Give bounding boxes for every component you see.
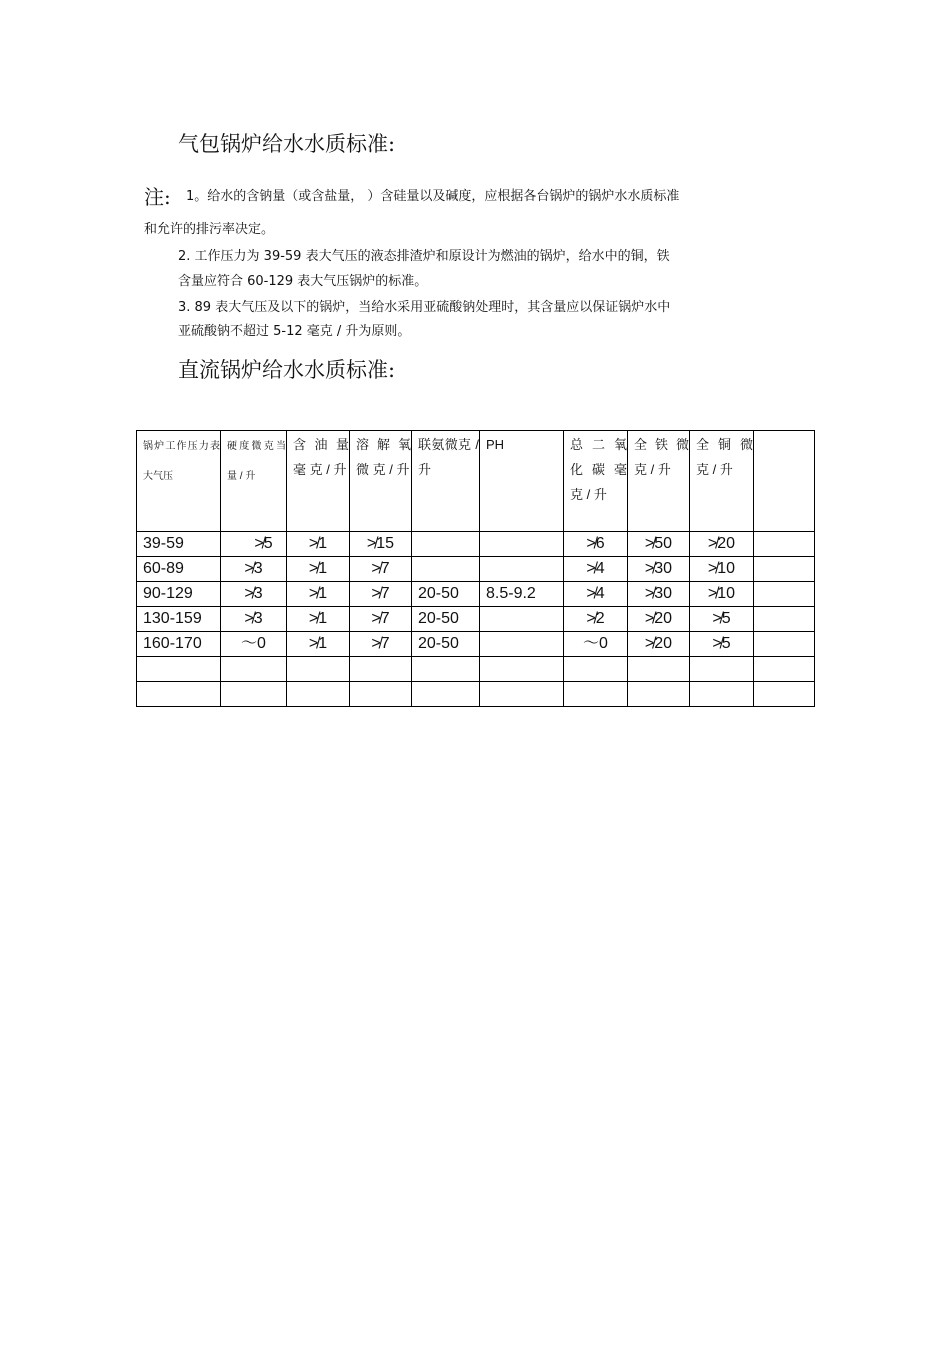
table-cell: ≯4 (564, 557, 628, 582)
table-cell (754, 682, 815, 707)
header-cell-blank (754, 431, 815, 532)
table-cell: 160-170 (137, 632, 221, 657)
table-cell: ≯7 (350, 582, 412, 607)
table-cell: ≯3 (221, 582, 287, 607)
table-cell: ≯10 (690, 557, 754, 582)
table-cell: ≯15 (350, 532, 412, 557)
table-row-empty (137, 657, 815, 682)
water-quality-table (136, 430, 815, 707)
table-cell (564, 682, 628, 707)
table-cell: 90-129 (137, 582, 221, 607)
table-cell (628, 657, 690, 682)
table-cell (754, 532, 815, 557)
table-cell: 130-159 (137, 607, 221, 632)
table-row-empty (137, 682, 815, 707)
header-cell-pressure: 锅炉工作压力表大气压 (137, 431, 221, 532)
table-cell (287, 657, 350, 682)
note-3-line-2: 亚硫酸钠不超过 5-12 毫克 / 升为原则。 (178, 324, 411, 339)
heading-drum-boiler: 气包锅炉给水水质标准: (178, 132, 396, 156)
note-1-line-2: 和允许的排污率决定。 (144, 222, 275, 237)
table-cell: ≯7 (350, 557, 412, 582)
table-cell: ≯30 (628, 557, 690, 582)
table-cell (480, 557, 564, 582)
table-cell: ≯1 (287, 532, 350, 557)
table-cell: ≯20 (628, 632, 690, 657)
header-cell-iron: 全 铁 微克 / 升 (628, 431, 690, 532)
table-cell (480, 682, 564, 707)
table-cell (287, 682, 350, 707)
table-cell (221, 682, 287, 707)
table-cell: 8.5-9.2 (480, 582, 564, 607)
table-cell (690, 657, 754, 682)
note-1-line-1: 1。给水的含钠量（或含盐量， ）含硅量以及碱度，应根据各台锅炉的锅炉水水质标准 (186, 189, 680, 204)
table-cell: 20-50 (412, 632, 480, 657)
header-cell-co2: 总 二 氧 化 碳 毫 克 / 升 (564, 431, 628, 532)
table-cell: 39-59 (137, 532, 221, 557)
note-2-line-2: 含量应符合 60-129 表大气压锅炉的标准。 (178, 274, 428, 289)
note-label: 注: (144, 185, 171, 209)
header-cell-copper: 全 铜 微克 / 升 (690, 431, 754, 532)
table-cell (754, 557, 815, 582)
table-cell (754, 607, 815, 632)
table-cell: ≯1 (287, 632, 350, 657)
table-cell: ≯5 (221, 532, 287, 557)
table-cell: ～0 (564, 632, 628, 657)
table-cell (412, 557, 480, 582)
table-cell (137, 682, 221, 707)
header-cell-hardness: 硬度微克当量 / 升 (221, 431, 287, 532)
table-cell: ≯5 (690, 632, 754, 657)
header-cell-hydrazine: 联氨微克 / 升 (412, 431, 480, 532)
table-cell: ≯10 (690, 582, 754, 607)
table-cell: ≯1 (287, 557, 350, 582)
table-header-row (137, 431, 815, 532)
table-cell (137, 657, 221, 682)
table-cell (754, 657, 815, 682)
table-row (137, 607, 815, 632)
header-cell-ph: PH (480, 431, 564, 532)
table-cell (480, 657, 564, 682)
table-cell (412, 657, 480, 682)
table-cell (412, 682, 480, 707)
table-cell (480, 532, 564, 557)
table-row (137, 632, 815, 657)
note-3-line-1: 3. 89 表大气压及以下的锅炉，当给水采用亚硫酸钠处理时，其含量应以保证锅炉水中 (178, 300, 671, 315)
table-row (137, 532, 815, 557)
table-cell: ≯4 (564, 582, 628, 607)
table-cell: 20-50 (412, 607, 480, 632)
table-cell: ≯1 (287, 582, 350, 607)
table-cell (754, 632, 815, 657)
table-cell: ≯2 (564, 607, 628, 632)
heading-once-through-boiler: 直流锅炉给水水质标准: (178, 358, 396, 382)
table-cell: ≯1 (287, 607, 350, 632)
table-cell (221, 657, 287, 682)
header-cell-oil: 含 油 量 毫 克 / 升 (287, 431, 350, 532)
table-cell: ≯3 (221, 607, 287, 632)
table-cell (690, 682, 754, 707)
table-cell (480, 632, 564, 657)
table-cell (754, 582, 815, 607)
table-cell: ≯5 (690, 607, 754, 632)
table-cell (350, 682, 412, 707)
table-cell: 60-89 (137, 557, 221, 582)
table-cell: ≯3 (221, 557, 287, 582)
table-cell (412, 532, 480, 557)
table-cell: ≯6 (564, 532, 628, 557)
table-cell: ≯20 (628, 607, 690, 632)
table-cell: ≯50 (628, 532, 690, 557)
table-cell: ～0 (221, 632, 287, 657)
table-cell (628, 682, 690, 707)
table-cell: 20-50 (412, 582, 480, 607)
table-cell (480, 607, 564, 632)
header-cell-dissolved-oxygen: 溶 解 氧 微 克 / 升 (350, 431, 412, 532)
table-cell: ≯30 (628, 582, 690, 607)
table-cell (564, 657, 628, 682)
table-cell (350, 657, 412, 682)
table-cell: ≯7 (350, 607, 412, 632)
note-2-line-1: 2. 工作压力为 39-59 表大气压的液态排渣炉和原设计为燃油的锅炉，给水中的铜，铁 (178, 249, 670, 264)
table-cell: ≯7 (350, 632, 412, 657)
table-cell: ≯20 (690, 532, 754, 557)
table-row (137, 582, 815, 607)
table-row (137, 557, 815, 582)
